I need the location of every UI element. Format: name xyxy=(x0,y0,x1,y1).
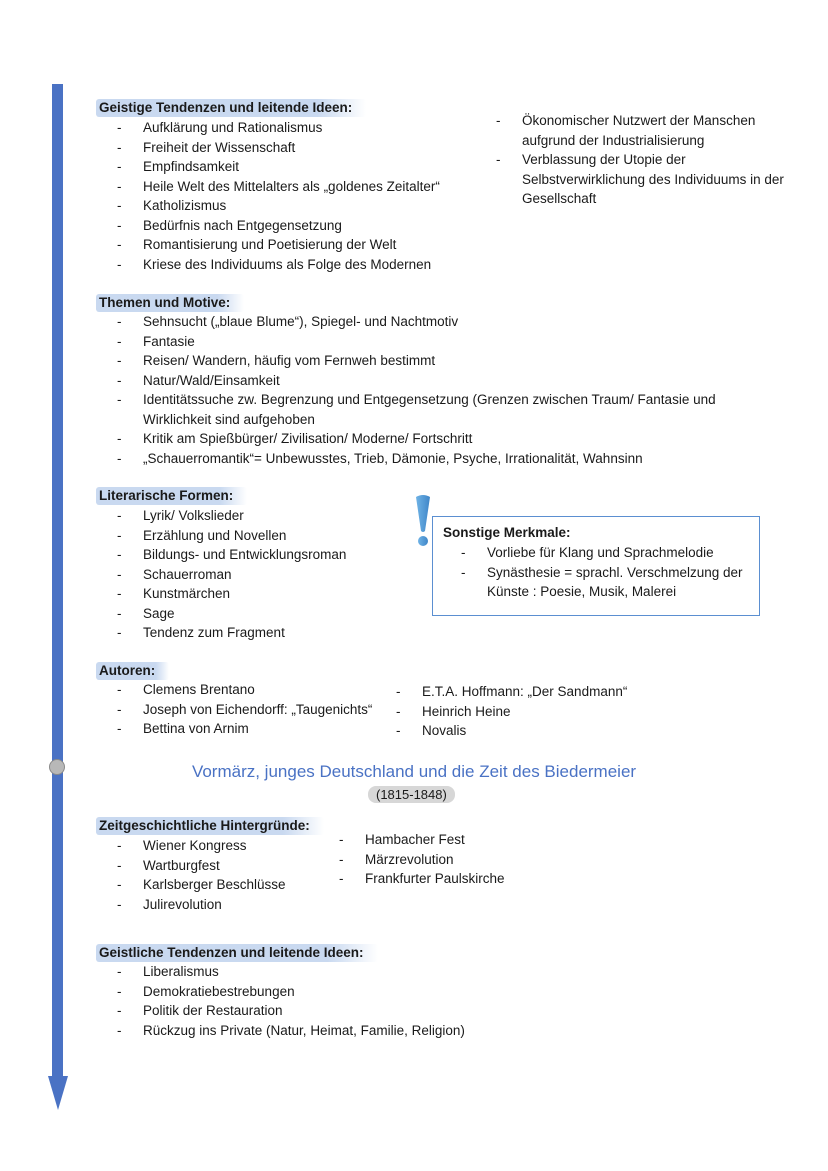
merkmale-title: Sonstige Merkmale: xyxy=(443,525,571,540)
list-item: - Hambacher Fest xyxy=(339,830,579,850)
list-item: - Identitätssuche zw. Begrenzung und Entgegensetzung (Grenzen zwischen Traum/ Fantasie und Wirklichkeit sind aufgehoben xyxy=(117,390,717,429)
list-item: - Bedürfnis nach Entgegensetzung xyxy=(117,216,487,236)
list-item: - Schauerroman xyxy=(117,565,397,585)
list-item: - Joseph von Eichendorff: „Taugenichts“ xyxy=(117,700,397,720)
list-item: - Frankfurter Paulskirche xyxy=(339,869,579,889)
exclamation-icon xyxy=(412,494,434,550)
list-item: - Novalis xyxy=(396,721,676,741)
list-item: - Bettina von Arnim xyxy=(117,719,397,739)
list-item: - Heile Welt des Mittelalters als „goldenes Zeitalter“ xyxy=(117,177,487,197)
list-item: - Reisen/ Wandern, häufig vom Fernweh bestimmt xyxy=(117,351,717,371)
section-heading-themen: Themen und Motive: xyxy=(96,294,244,312)
epoch-title: Vormärz, junges Deutschland und die Zeit des Biedermeier xyxy=(191,762,637,781)
list-autoren-right xyxy=(396,682,676,741)
epoch-dates: (1815-1848) xyxy=(368,786,455,803)
list-item: - Tendenz zum Fragment xyxy=(117,623,397,643)
list-item: - Synästhesie = sprachl. Verschmelzung der Künste : Poesie, Musik, Malerei xyxy=(461,563,751,602)
list-item: - „Schauerromantik“= Unbewusstes, Trieb, Dämonie, Psyche, Irrationalität, Wahnsinn xyxy=(117,449,717,469)
merkmale-box xyxy=(432,516,760,616)
list-item: - Politik der Restauration xyxy=(117,1001,537,1021)
list-merkmale xyxy=(461,543,751,602)
list-item: - Kunstmärchen xyxy=(117,584,397,604)
list-item: - Ökonomischer Nutzwert der Manschen aufgrund der Industrialisierung xyxy=(496,111,786,150)
list-item: - Erzählung und Novellen xyxy=(117,526,397,546)
list-hintergruende-right xyxy=(339,830,579,889)
list-item: - Bildungs- und Entwicklungsroman xyxy=(117,545,397,565)
section-heading-autoren: Autoren: xyxy=(96,662,169,680)
list-item: - Julirevolution xyxy=(117,895,337,915)
list-item: - Demokratiebestrebungen xyxy=(117,982,537,1002)
list-item: - Lyrik/ Volkslieder xyxy=(117,506,397,526)
list-formen xyxy=(117,506,397,643)
list-item: - Liberalismus xyxy=(117,962,537,982)
list-tendenzen-right xyxy=(496,111,786,209)
list-item: - Rückzug ins Private (Natur, Heimat, Familie, Religion) xyxy=(117,1021,537,1041)
list-item: - Empfindsamkeit xyxy=(117,157,487,177)
list-item: - Karlsberger Beschlüsse xyxy=(117,875,337,895)
list-item: - Kriese des Individuums als Folge des Modernen xyxy=(117,255,487,275)
list-item: - Natur/Wald/Einsamkeit xyxy=(117,371,717,391)
section-heading-tendenzen: Geistige Tendenzen und leitende Ideen: xyxy=(96,99,366,117)
list-item: - Heinrich Heine xyxy=(396,702,676,722)
list-geistliche-tendenzen xyxy=(117,962,537,1040)
list-item: - Sehnsucht („blaue Blume“), Spiegel- und Nachtmotiv xyxy=(117,312,717,332)
list-tendenzen xyxy=(117,118,487,274)
list-autoren-left xyxy=(117,680,397,739)
list-item: - Fantasie xyxy=(117,332,717,352)
list-hintergruende-left xyxy=(117,836,337,914)
section-heading-geistliche-tendenzen: Geistliche Tendenzen und leitende Ideen: xyxy=(96,944,378,962)
list-item: - Verblassung der Utopie der Selbstverwirklichung des Individuums in der Gesellschaft xyxy=(496,150,786,209)
list-item: - Romantisierung und Poetisierung der Welt xyxy=(117,235,487,255)
list-item: - Katholizismus xyxy=(117,196,487,216)
list-item: - Freiheit der Wissenschaft xyxy=(117,138,487,158)
list-item: - Aufklärung und Rationalismus xyxy=(117,118,487,138)
timeline-line xyxy=(52,84,63,1079)
list-item: - Kritik am Spießbürger/ Zivilisation/ Moderne/ Fortschritt xyxy=(117,429,717,449)
list-item: - Wiener Kongress xyxy=(117,836,337,856)
list-item: - Clemens Brentano xyxy=(117,680,397,700)
list-item: - Wartburgfest xyxy=(117,856,337,876)
list-item: - Märzrevolution xyxy=(339,850,579,870)
section-heading-formen: Literarische Formen: xyxy=(96,487,247,505)
list-item: - Sage xyxy=(117,604,397,624)
list-item: - Vorliebe für Klang und Sprachmelodie xyxy=(461,543,751,563)
list-themen xyxy=(117,312,717,468)
list-item: - E.T.A. Hoffmann: „Der Sandmann“ xyxy=(396,682,676,702)
arrow-down-icon xyxy=(48,1076,68,1110)
section-heading-hintergruende: Zeitgeschichtliche Hintergründe: xyxy=(96,817,324,835)
